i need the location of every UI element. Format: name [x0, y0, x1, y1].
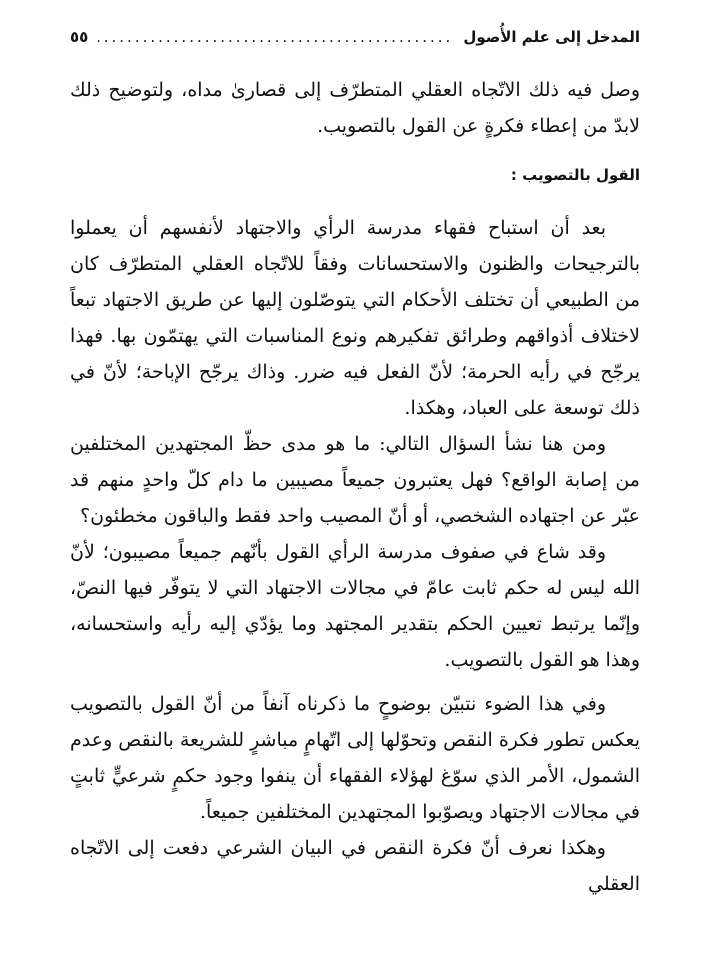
page-number: ٥٥ — [70, 28, 89, 46]
intro-paragraph: وصل فيه ذلك الاتّجاه العقلي المتطرّف إلى قصارىٰ مداه، ولتوضيح ذلك لابدّ من إعطاء فكرةٍ عن القول بالتصويب. — [70, 79, 640, 137]
body-paragraph: وقد شاع في صفوف مدرسة الرأي القول بأنّهم جميعاً مصيبون؛ لأنّ الله ليس له حكم ثابت عامّ في مجالات الاجتهاد التي لا يتوفّر فيها النصّ، وإنّما يرتبط تعيين الحكم بتقدير المجتهد وما يؤدّي إليه رأيه واستحسانه، وهذا هو القول بالتصويب. — [70, 541, 640, 671]
leader-dots — [98, 28, 453, 46]
running-header — [70, 28, 640, 58]
body-paragraph: ومن هنا نشأ السؤال التالي: ما هو مدى حظّ المجتهدين المختلفين من إصابة الواقع؟ فهل يعتبرون جميعاً مصيبين ما دام كلّ واحدٍ منهم قد عبّر عن اجتهاده الشخصي، أو أنّ المصيب واحد فقط والباقون مخطئون؟ — [70, 433, 640, 527]
running-title: المدخل إلى علم الأُصول — [463, 28, 640, 46]
section-heading: القول بالتصويب : — [510, 166, 640, 184]
body-paragraph: بعد أن استباح فقهاء مدرسة الرأي والاجتهاد لأنفسهم أن يعملوا بالترجيحات والظنون والاستحسانات وفقاً للاتّجاه العقلي المتطرّف كان من الطبيعي أن تختلف الأحكام التي يتوصّلون إليها عن طريق الاجتهاد تبعاً لاختلاف أذواقهم وطرائق تفكيرهم ونوع المناسبات التي يهتمّون بها. فهذا يرجّح في رأيه الحرمة؛ لأنّ الفعل فيه ضرر. وذاك يرجّح الإباحة؛ لأنّ في ذلك توسعة على العباد، وهكذا. — [70, 217, 640, 419]
body-paragraph: وفي هذا الضوء نتبيّن بوضوحٍ ما ذكرناه آنفاً من أنّ القول بالتصويب يعكس تطور فكرة النقص وتحوّلها إلى اتّهامٍ مباشرٍ للشريعة بالنقص وعدم الشمول، الأمر الذي سوّغ لهؤلاء الفقهاء أن ينفوا وجود حكمٍ شرعيٍّ ثابتٍ في مجالات الاجتهاد ويصوّبوا المجتهدين المختلفين جميعاً. — [70, 693, 640, 823]
body-paragraph: وهكذا نعرف أنّ فكرة النقص في البيان الشرعي دفعت إلى الاتّجاه العقلي — [70, 837, 640, 895]
